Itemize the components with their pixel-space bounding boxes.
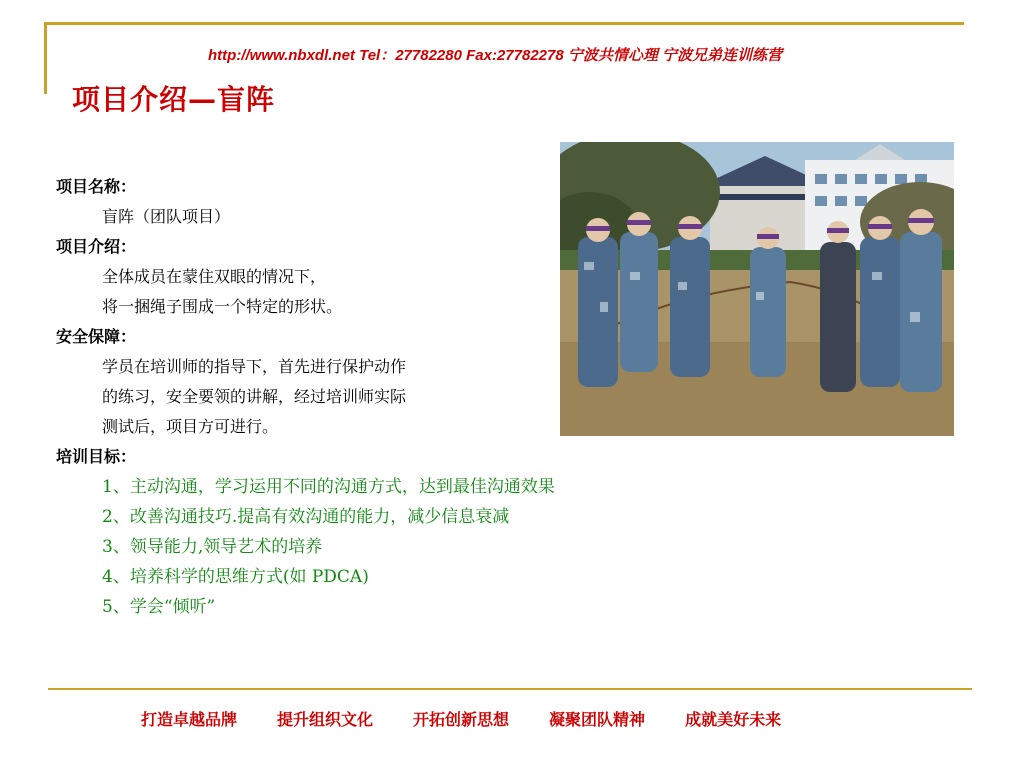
goals-heading: 培训目标： — [56, 447, 137, 466]
content-block — [56, 172, 555, 622]
team-activity-photo — [560, 142, 954, 436]
footer-slogan: 开拓创新思想 — [413, 710, 510, 729]
intro-line: 全体成员在蒙住双眼的情况下， — [102, 267, 327, 286]
safety-line: 测试后，项目方可进行。 — [102, 417, 279, 436]
project-intro-heading: 项目介绍： — [56, 237, 137, 256]
footer-slogan: 凝聚团队精神 — [549, 710, 646, 729]
safety-line: 学员在培训师的指导下，首先进行保护动作 — [102, 357, 407, 376]
frame-top-rule — [44, 22, 964, 25]
goal-item: 5、学会“倾听” — [102, 597, 216, 617]
footer-slogan: 提升组织文化 — [277, 710, 374, 729]
footer-slogan: 打造卓越品牌 — [141, 710, 238, 729]
footer-slogans — [141, 707, 821, 730]
goal-item: 4、培养科学的思维方式(如 PDCA) — [102, 567, 369, 587]
intro-line: 将一捆绳子围成一个特定的形状。 — [102, 297, 343, 316]
goal-item: 2、改善沟通技巧.提高有效沟通的能力，减少信息衰减 — [102, 507, 510, 527]
footer-rule — [48, 688, 972, 690]
goal-item: 3、领导能力,领导艺术的培养 — [102, 537, 323, 557]
project-name-heading: 项目名称： — [56, 177, 137, 196]
header-contact: http://www.nbxdl.net Tel：27782280 Fax:27782278 宁波共情心理 宁波兄弟连训练营 — [208, 47, 783, 64]
safety-line: 的练习，安全要领的讲解，经过培训师实际 — [102, 387, 407, 406]
footer-slogan: 成就美好未来 — [685, 710, 782, 729]
safety-heading: 安全保障： — [56, 327, 137, 346]
project-name-value: 盲阵（团队项目） — [102, 207, 231, 226]
frame-left-rule — [44, 22, 47, 94]
goal-item: 1、主动沟通，学习运用不同的沟通方式，达到最佳沟通效果 — [102, 477, 555, 497]
page-title: 项目介绍—盲阵 — [72, 83, 276, 116]
